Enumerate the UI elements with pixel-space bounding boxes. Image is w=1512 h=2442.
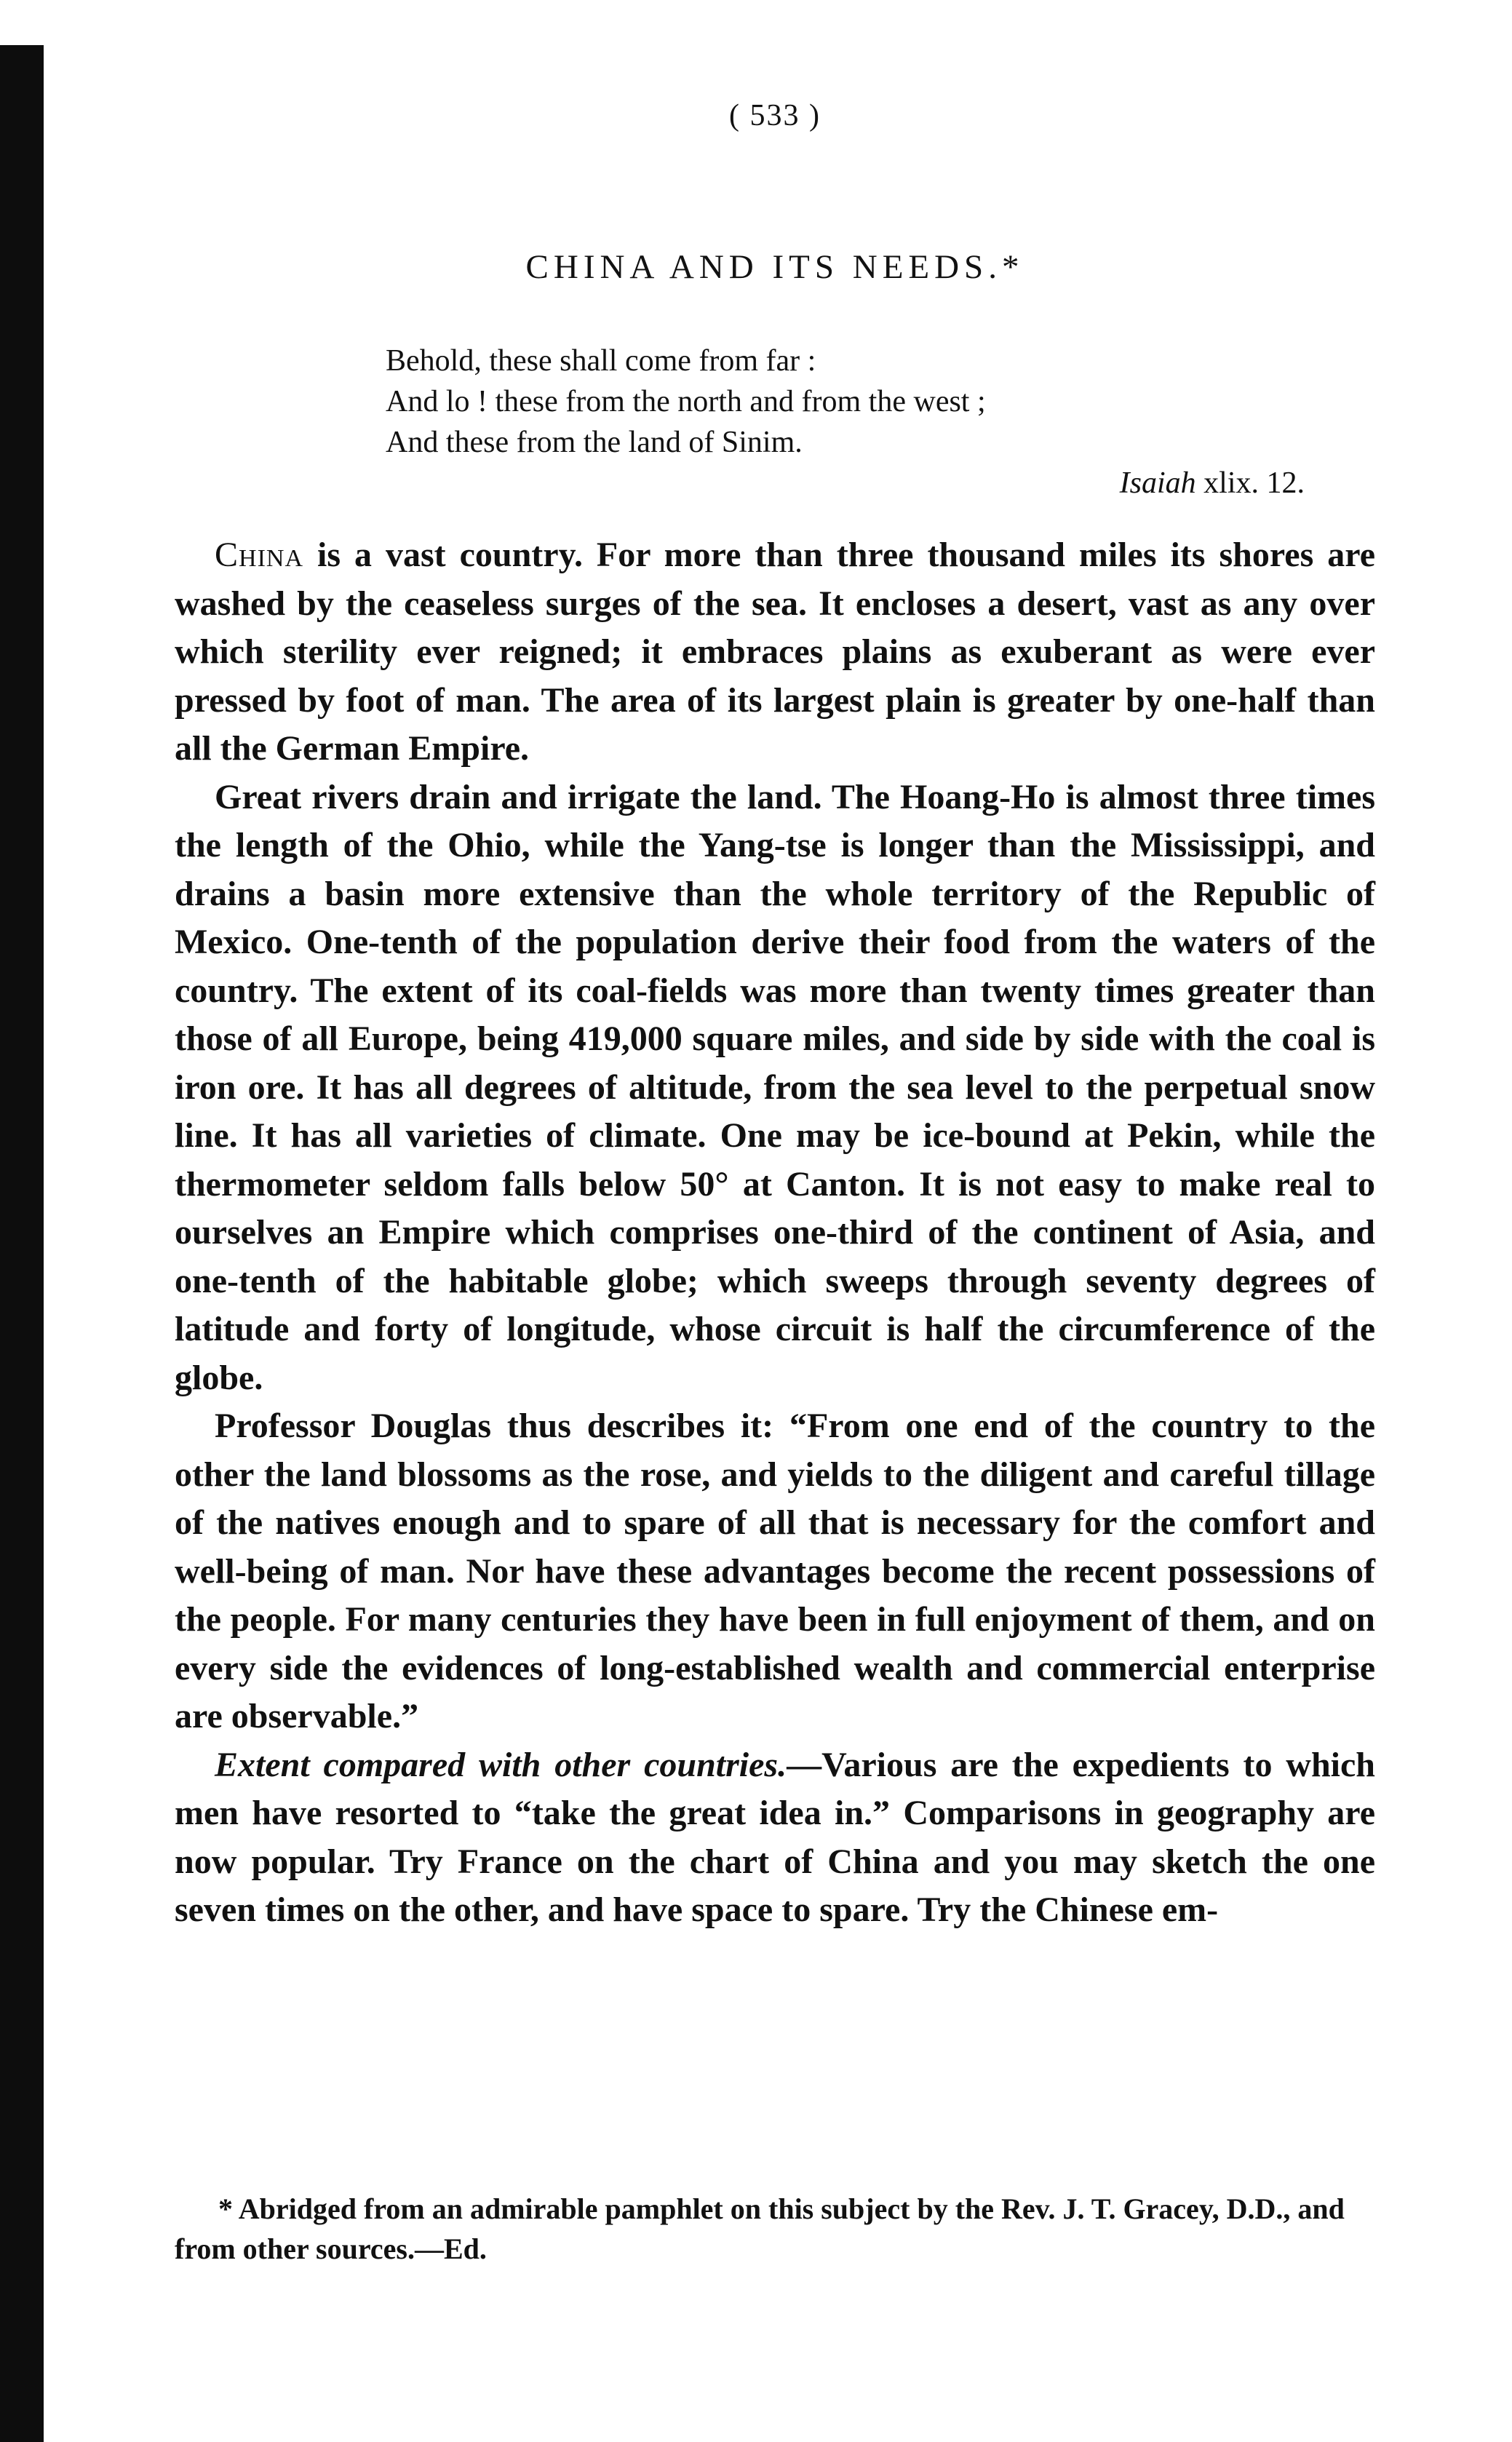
paragraph-1 [175,531,1375,773]
citation-book: Isaiah [1119,466,1196,500]
side-heading: Extent compared with other countries. [215,1745,787,1784]
paragraph-1-text: is a vast country. For more than three thousand miles its shores are washed by the ceaseless surges of the sea. It encloses a desert, vast as any over which sterility ever reigned; it embraces plains as exuberant as were ever pressed by foot of man. The area of its largest plain is greater by one-half than all the German Empire. [175,536,1375,768]
page-number: ( 533 ) [729,99,821,132]
book-page [175,0,1375,2442]
citation-reference: xlix. 12. [1203,466,1305,500]
epigraph-line: Behold, these shall come from far : [386,344,816,378]
lead-word: China [215,536,303,574]
epigraph-line: And lo ! these from the north and from the west ; [386,385,986,418]
footnote [175,2189,1375,2269]
paragraph-3: Professor Douglas thus describes it: “From one end of the country to the other the land blossoms as the rose, and yields to the diligent and careful tillage of the natives enough and to spare of all that is necessary for the comfort and well-being of man. Nor have these advantages become the recent possessions of the people. For many centuries they have been in full enjoyment of them, and on every side the evidences of long-established wealth and commercial enterprise are observable.” [175,1407,1375,1735]
paragraph-4-text: —Various are the expedients to which men have resorted to “take the great idea in.” Comparisons in geography are now popular. Try France on the chart of China and you may sketch the one seven times on the other, and have space to spare. Try the Chinese em- [175,1745,1375,1929]
page-binding-edge [0,45,44,2442]
epigraph-citation [386,463,1305,504]
article-title: CHINA AND ITS NEEDS.* [525,248,1024,286]
article-body [175,531,1375,1935]
epigraph-line: And these from the land of Sinim. [386,426,803,459]
paragraph-4 [175,1741,1375,1935]
epigraph [386,341,1305,504]
footnote-text: * Abridged from an admirable pamphlet on this subject by the Rev. J. T. Gracey, D.D., and from other sources.—Ed. [175,2192,1345,2265]
paragraph-2: Great rivers drain and irrigate the land. The Hoang-Ho is almost three times the length of the Ohio, while the Yang-tse is longer than the Mississippi, and drains a basin more extensive than the whole territory of the Republic of Mexico. One-tenth of the population derive their food from the waters of the country. The extent of its coal-fields was more than twenty times greater than those of all Europe, being 419,000 square miles, and side by side with the coal is iron ore. It has all degrees of altitude, from the sea level to the perpetual snow line. It has all varieties of climate. One may be ice-bound at Pekin, while the thermometer seldom falls below 50° at Canton. It is not easy to make real to ourselves an Empire which comprises one-third of the continent of Asia, and one-tenth of the habitable globe; which sweeps through seventy degrees of latitude and forty of longitude, whose circuit is half the circumference of the globe. [175,777,1375,1397]
